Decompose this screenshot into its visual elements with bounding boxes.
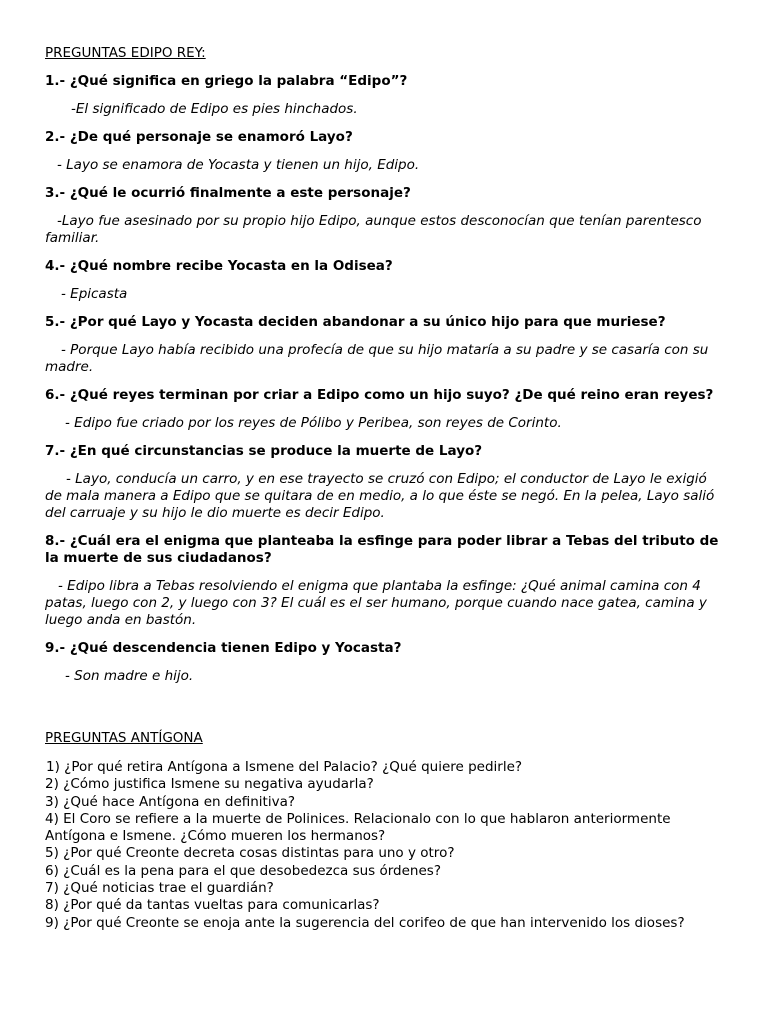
edipo-question-8: 8.- ¿Cuál era el enigma que planteaba la esfinge para poder librar a Tebas del tributo de la muerte de sus ciudadanos?	[45, 533, 719, 566]
edipo-answer-7-text: - Layo, conducía un carro, y en ese trayecto se cruzó con Edipo; el conductor de Layo le exigió de mala manera a Edipo que se quitara de en medio, a lo que éste se negó. En la pelea, Layo salió del carruaje y su hijo le dio muerte es decir Edipo.	[45, 471, 715, 521]
antigona-question-list	[45, 759, 725, 932]
edipo-answer-3-text: -Layo fue asesinado por su propio hijo Edipo, aunque estos desconocían que tenían parentesco familiar.	[45, 213, 702, 246]
edipo-question-9: 9.- ¿Qué descendencia tienen Edipo y Yocasta?	[45, 640, 402, 656]
antigona-question-1: 1) ¿Por qué retira Antígona a Ismene del Palacio? ¿Qué quiere pedirle?	[46, 759, 523, 775]
edipo-answer-7	[45, 471, 725, 522]
edipo-answer-1: -El significado de Edipo es pies hinchados.	[71, 101, 358, 117]
antigona-question-5: 5) ¿Por qué Creonte decreta cosas distintas para uno y otro?	[45, 845, 455, 862]
antigona-section-title: PREGUNTAS ANTÍGONA	[45, 730, 203, 746]
edipo-question-6: 6.- ¿Qué reyes terminan por criar a Edipo como un hijo suyo? ¿De qué reino eran reyes?	[45, 387, 714, 403]
edipo-question-5: 5.- ¿Por qué Layo y Yocasta deciden abandonar a su único hijo para que muriese?	[45, 314, 666, 330]
edipo-answer-5-text: - Porque Layo había recibido una profecía de que su hijo mataría a su padre y se casaría con su madre.	[45, 342, 709, 375]
edipo-answer-3	[45, 213, 725, 247]
edipo-answer-6: - Edipo fue criado por los reyes de Pólibo y Peribea, son reyes de Corinto.	[65, 415, 562, 431]
document-page	[45, 44, 725, 932]
edipo-answer-9: - Son madre e hijo.	[65, 668, 194, 684]
edipo-answer-8-text: - Edipo libra a Tebas resolviendo el enigma que plantaba la esfinge: ¿Qué animal camina con 4 patas, luego con 2, y luego con 3? El cuál es el ser humano, porque cuando nace gatea, camina y luego anda en bastón.	[45, 578, 707, 628]
antigona-question-8: 8) ¿Por qué da tantas vueltas para comunicarlas?	[45, 897, 380, 914]
edipo-question-4: 4.- ¿Qué nombre recibe Yocasta en la Odisea?	[45, 258, 393, 274]
antigona-question-6: 6) ¿Cuál es la pena para el que desobedezca sus órdenes?	[45, 862, 441, 879]
antigona-question-4: 4) El Coro se refiere a la muerte de Polinices. Relacionalo con lo que hablaron anteriormente Antígona e Ismene. ¿Cómo mueren los hermanos?	[45, 810, 671, 845]
edipo-answer-8	[45, 578, 725, 629]
antigona-question-7: 7) ¿Qué noticias trae el guardián?	[45, 880, 274, 897]
edipo-answer-4: - Epicasta	[61, 286, 128, 302]
antigona-question-9: 9) ¿Por qué Creonte se enoja ante la sugerencia del corifeo de que han intervenido los dioses?	[45, 914, 685, 931]
edipo-answer-2: - Layo se enamora de Yocasta y tienen un hijo, Edipo.	[57, 157, 420, 173]
edipo-question-2: 2.- ¿De qué personaje se enamoró Layo?	[45, 129, 353, 145]
edipo-answer-5	[45, 342, 725, 376]
antigona-question-2: 2) ¿Cómo justifica Ismene su negativa ayudarla?	[45, 776, 374, 793]
edipo-question-7: 7.- ¿En qué circunstancias se produce la muerte de Layo?	[45, 443, 483, 459]
edipo-section-title: PREGUNTAS EDIPO REY:	[45, 45, 206, 61]
edipo-question-1: 1.- ¿Qué significa en griego la palabra “Edipo”?	[45, 73, 408, 89]
edipo-question-3: 3.- ¿Qué le ocurrió finalmente a este personaje?	[45, 185, 411, 201]
antigona-question-3: 3) ¿Qué hace Antígona en definitiva?	[45, 793, 296, 810]
